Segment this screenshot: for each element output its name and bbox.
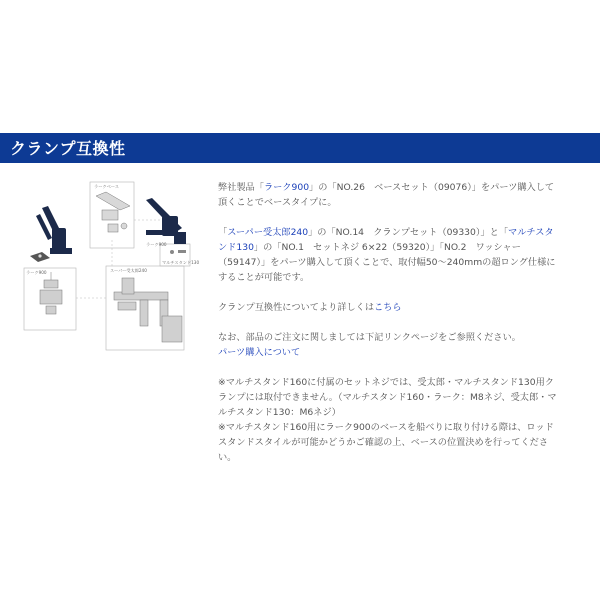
clamp-diagram-svg	[22, 180, 200, 352]
text-line: （59147）」をパーツ購入して頂くことで、取付幅50～240mmの超ロング仕様に	[218, 257, 556, 268]
details-link[interactable]: こちら	[374, 302, 402, 313]
figure-label-top: ラークベース	[94, 184, 119, 189]
text-line: することが可能です。	[218, 272, 310, 283]
note-line: い。	[218, 452, 237, 463]
paragraph-clamp	[218, 225, 578, 240]
lark900-link[interactable]: ラーク900	[263, 182, 310, 193]
text: 弊社製品「	[218, 182, 264, 193]
text-line	[218, 240, 578, 255]
super-uketaro-link[interactable]: スーパー受太郎240	[227, 227, 309, 238]
note-line: ルチスタンド130：M6ネジ）	[218, 407, 341, 418]
section-title: クランプ互換性	[10, 139, 126, 158]
figure-label-center: スーパー受太郎240	[110, 268, 147, 273]
paragraph-parts: なお、部品のご注文に関しましては下記リンクページをご参照ください。	[218, 332, 521, 343]
parts-purchase-link[interactable]: パーツ購入について	[218, 347, 301, 358]
paragraph-details	[218, 300, 578, 315]
text: 」の「NO.14 クランプセット（09330）」と「	[308, 227, 509, 238]
clamp-diagram	[22, 180, 200, 352]
text: 「	[218, 227, 228, 238]
note-line: スタンドスタイルが可能かどうかご確認の上、ベースの位置決めを行ってくださ	[218, 437, 549, 448]
text-line	[218, 345, 578, 360]
multistand-link-cont[interactable]: ンド130	[218, 242, 254, 253]
figure-label-right-mid: マルチスタンド130	[162, 260, 200, 265]
text: 」の「NO.26 ベースセット（09076）」をパーツ購入して	[309, 182, 555, 193]
paragraph-lark	[218, 180, 578, 195]
note-line: ランプには取付できません。（マルチスタンド160・ラーク：M8ネジ、受太郎・マ	[218, 392, 557, 403]
note-line: ※マルチスタンド160に付属のセットネジでは、受太郎・マルチスタンド130用ク	[218, 377, 554, 388]
text: 」の「NO.1 セットネジ 6×22（59320）」「NO.2 ワッシャー	[253, 242, 521, 253]
description-column	[218, 180, 578, 465]
text: クランプ互換性についてより詳しくは	[218, 302, 375, 313]
note-line: ※マルチスタンド160用にラーク900のベースを船べりに取り付ける際は、ロッド	[218, 422, 554, 433]
multistand-link[interactable]: マルチスタ	[508, 227, 554, 238]
figure-label-right-top: ラーク900	[146, 242, 167, 247]
text-line: 頂くことでベースタイプに。	[218, 197, 337, 208]
figure-label-left: ラーク900	[26, 270, 47, 275]
